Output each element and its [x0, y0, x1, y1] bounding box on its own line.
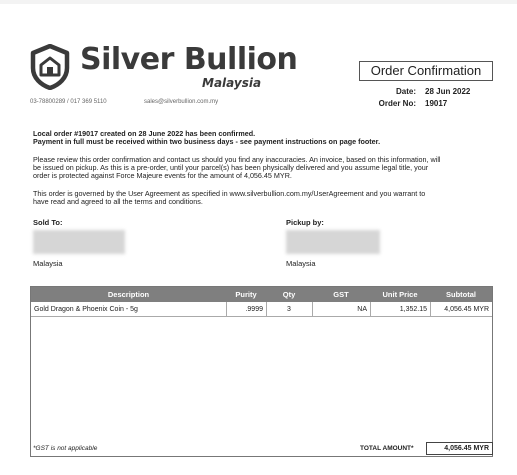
total-amount-value: 4,056.45 MYR: [426, 442, 493, 455]
row-divider: [31, 316, 492, 317]
brand-logo: [30, 38, 298, 108]
contact-phone: 03-78800289 / 017 369 5110: [30, 99, 107, 105]
contact-email: sales@silverbullion.com.my: [144, 99, 219, 105]
col-purity: Purity: [235, 290, 257, 299]
col-qty: Qty: [282, 290, 296, 299]
date-label: Date:: [395, 87, 416, 96]
shield-home-icon: [30, 44, 70, 90]
order-no-label: Order No:: [378, 99, 416, 108]
sold-to-label: Sold To:: [33, 218, 63, 227]
agreement-paragraph-line-2: have read and agreed to all the terms and conditions.: [33, 197, 203, 206]
agreement-paragraph-line-1: This order is governed by the User Agreement as specified in www.silverbullion.com.my/UserAgreement and you warrant to: [33, 189, 426, 198]
sold-to-address-redacted: [33, 230, 125, 254]
sold-to-country: Malaysia: [33, 259, 63, 268]
date-row: [360, 87, 490, 97]
row-description: Gold Dragon & Phoenix Coin - 5g: [34, 306, 138, 313]
order-no-row: [360, 99, 490, 109]
top-edge: [0, 0, 517, 4]
row-qty: 3: [287, 306, 291, 313]
gst-footnote: *GST is not applicable: [33, 445, 98, 452]
payment-line: Payment in full must be received within two business days - see payment instructions on page footer.: [33, 137, 381, 146]
pickup-country: Malaysia: [286, 259, 316, 268]
review-paragraph-line-2: be issued on pickup. As this is a pre-order, until your parcel(s) has been physically delivered and you assume legal title, your: [33, 163, 429, 172]
order-no-value: 19017: [425, 99, 448, 108]
confirmation-line: Local order #19017 created on 28 June 2022 has been confirmed.: [33, 129, 256, 138]
row-purity: .9999: [245, 306, 263, 313]
col-gst: GST: [333, 290, 349, 299]
total-amount-label: TOTAL AMOUNT*: [360, 445, 414, 452]
col-description: Description: [107, 290, 150, 299]
brand-subtitle: Malaysia: [202, 76, 262, 90]
pickup-address-redacted: [286, 230, 380, 254]
order-items-table: [30, 286, 493, 457]
row-unit-price: 1,352.15: [399, 306, 427, 313]
review-paragraph-line-1: Please review this order confirmation and contact us should you find any inaccuracies. An invoice, based on this information, will: [33, 155, 441, 164]
document-title: Order Confirmation: [359, 61, 493, 81]
row-subtotal: 4,056.45 MYR: [444, 306, 489, 313]
date-value: 28 Jun 2022: [425, 87, 471, 96]
col-subtotal: Subtotal: [446, 290, 476, 299]
review-paragraph-line-3: order is protected against Force Majeure events for the amount of 4,056.45 MYR.: [33, 171, 292, 180]
col-unit-price: Unit Price: [382, 290, 418, 299]
row-gst: NA: [357, 306, 367, 313]
table-header: [31, 287, 492, 302]
brand-name: Silver Bullion: [80, 42, 298, 77]
pickup-label: Pickup by:: [286, 218, 324, 227]
